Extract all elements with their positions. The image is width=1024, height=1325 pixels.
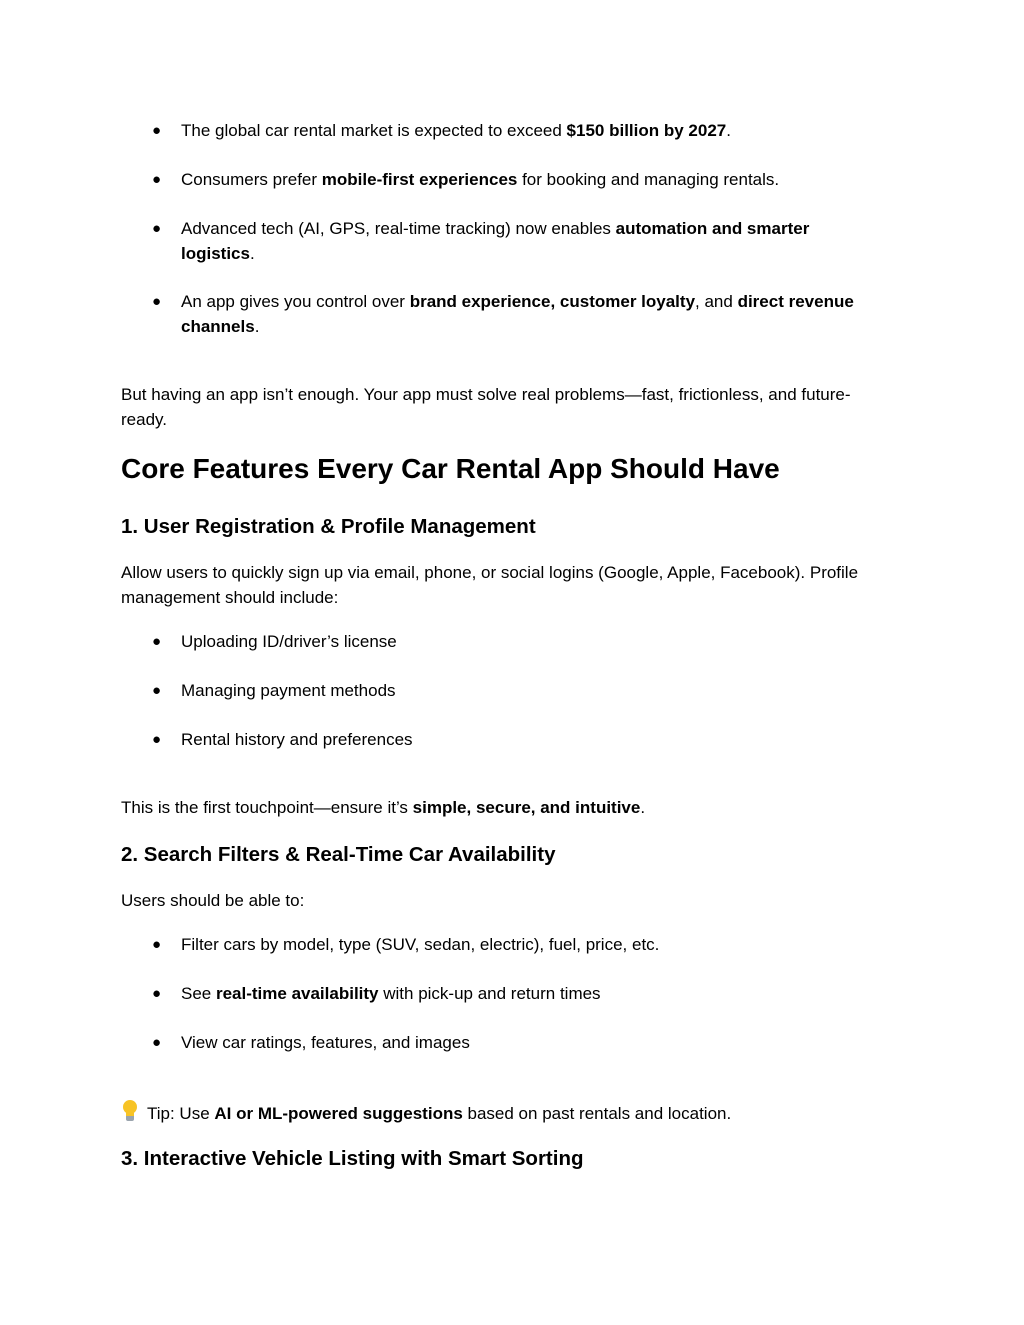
tip-paragraph: Tip: Use AI or ML-powered suggestions based on past rentals and location. [121,1100,881,1127]
list-item [152,630,872,655]
bullet: ● [152,171,162,188]
bullet: ● [152,122,162,139]
list-item [152,168,872,193]
bullet: ● [152,682,162,699]
list-item-text: Consumers prefer mobile-first experiences for booking and managing rentals. [181,170,780,189]
list-item [152,728,872,753]
feature-closing: This is the first touchpoint—ensure it’s simple, secure, and intuitive. [121,798,646,817]
list-item [152,1031,872,1056]
list-item [152,290,872,339]
list-item [152,933,872,958]
list-item [152,119,872,144]
bullet: ● [152,1034,162,1051]
lightbulb-icon [121,1100,139,1122]
feature-heading: 1. User Registration & Profile Management [121,515,536,538]
list-item [152,217,872,266]
list-item-text: Advanced tech (AI, GPS, real-time tracking) now enables automation and smarter logistics. [181,219,810,263]
bullet: ● [152,220,162,237]
feature-paragraph: Users should be able to: [121,891,305,910]
feature-paragraph: Allow users to quickly sign up via email, phone, or social logins (Google, Apple, Facebook). Profile management should include: [121,563,859,607]
list-item [152,679,872,704]
section-title: Core Features Every Car Rental App Should Have [121,453,780,484]
list-item-text: View car ratings, features, and images [181,1033,470,1052]
feature-heading: 2. Search Filters & Real-Time Car Availability [121,843,556,866]
list-item-text: Uploading ID/driver’s license [181,632,397,651]
bullet: ● [152,293,162,310]
list-item-text: Managing payment methods [181,681,396,700]
intro-paragraph: But having an app isn’t enough. Your app must solve real problems—fast, frictionless, and future-ready. [121,385,851,429]
list-item-text: See real-time availability with pick-up and return times [181,984,601,1003]
bullet: ● [152,633,162,650]
list-item-text: The global car rental market is expected to exceed $150 billion by 2027. [181,121,731,140]
bullet: ● [152,936,162,953]
feature-heading: 3. Interactive Vehicle Listing with Smart Sorting [121,1147,584,1170]
list-item-text: An app gives you control over brand experience, customer loyalty, and direct revenue channels. [181,292,854,336]
list-item [152,982,872,1007]
bullet: ● [152,985,162,1002]
list-item-text: Rental history and preferences [181,730,413,749]
bullet: ● [152,731,162,748]
list-item-text: Filter cars by model, type (SUV, sedan, electric), fuel, price, etc. [181,935,660,954]
